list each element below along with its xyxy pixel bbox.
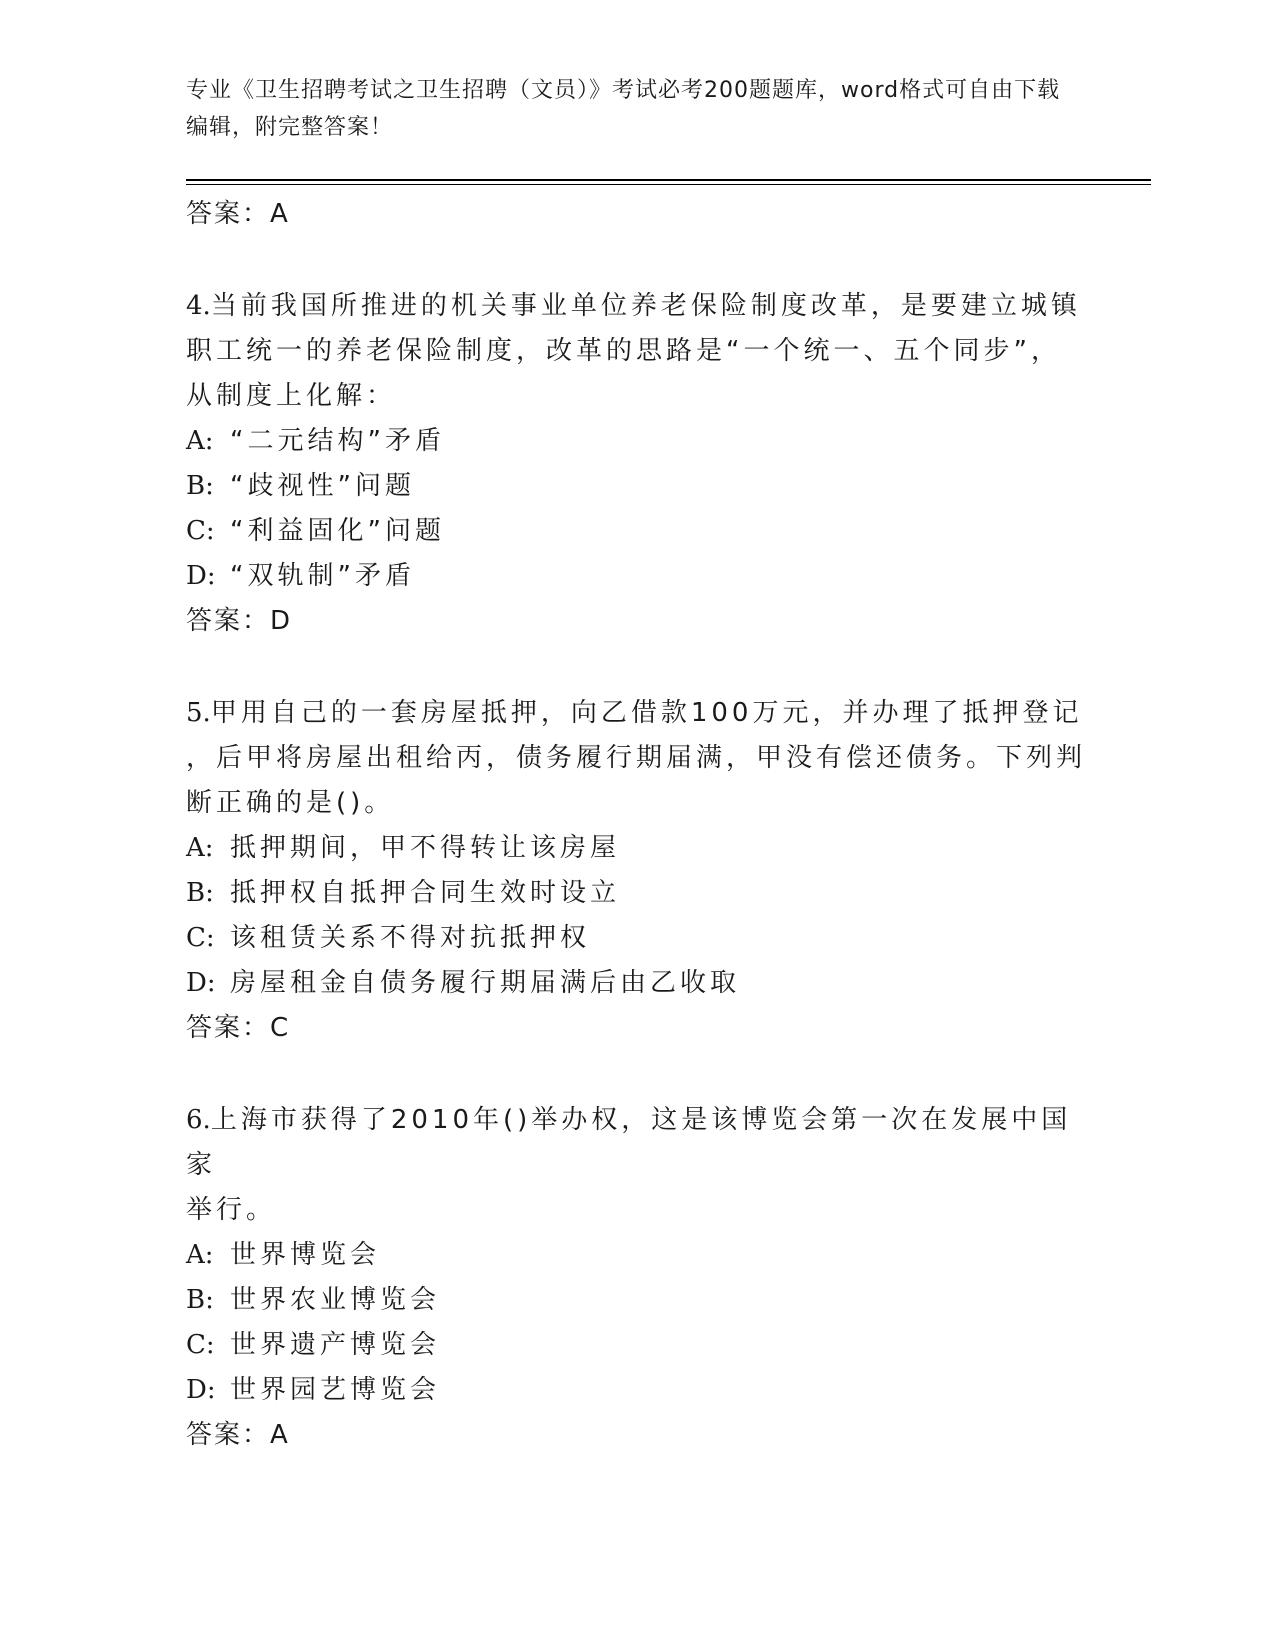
option-b [186, 871, 1086, 916]
question-line: 举行。 [186, 1195, 277, 1225]
header-divider-thick [186, 179, 1151, 181]
option-letter: C: [186, 516, 215, 546]
option-c [186, 916, 1086, 961]
option-text: 世界博览会 [230, 1240, 381, 1270]
spacer [186, 237, 1086, 284]
option-text: 该租赁关系不得对抗抵押权 [230, 923, 591, 953]
question-text [186, 1098, 1086, 1233]
option-letter: B: [186, 1285, 214, 1315]
question-line: 6.上海市获得了2010年()举办权，这是该博览会第一次在发展中国家 [186, 1105, 1072, 1180]
answer-q3: 答案：A [186, 199, 290, 229]
option-d [186, 1368, 1086, 1413]
option-a [186, 826, 1086, 871]
question-list [186, 192, 1086, 1458]
option-a [186, 1233, 1086, 1278]
answer-q4: 答案：D [186, 606, 293, 636]
option-letter: D: [186, 968, 216, 998]
question-line: 4.当前我国所推进的机关事业单位养老保险制度改革，是要建立城镇 [186, 291, 1081, 321]
question-text [186, 284, 1086, 419]
option-text: “歧视性”问题 [230, 471, 415, 501]
option-b [186, 1278, 1086, 1323]
question-text [186, 691, 1086, 826]
answer-q6: 答案：A [186, 1420, 290, 1450]
option-letter: A: [186, 426, 214, 456]
option-text: 房屋租金自债务履行期届满后由乙收取 [230, 968, 741, 998]
question-line: 断正确的是()。 [186, 788, 395, 818]
question-block [186, 1098, 1086, 1458]
spacer [186, 1051, 1086, 1098]
option-a [186, 419, 1086, 464]
option-letter: B: [186, 471, 214, 501]
question-line: ，后甲将房屋出租给丙，债务履行期届满，甲没有偿还债务。下列判 [186, 743, 1087, 773]
option-letter: A: [186, 833, 214, 863]
spacer [186, 644, 1086, 691]
option-letter: A: [186, 1240, 214, 1270]
answer-q5: 答案：C [186, 1013, 291, 1043]
question-line: 从制度上化解： [186, 381, 397, 411]
question-block [186, 284, 1086, 644]
option-letter: C: [186, 1330, 215, 1360]
option-text: “利益固化”问题 [230, 516, 445, 546]
option-text: “二元结构”矛盾 [230, 426, 445, 456]
header-divider-thin [186, 184, 1151, 185]
option-d [186, 961, 1086, 1006]
question-number: 6. [186, 1105, 211, 1135]
option-letter: C: [186, 923, 215, 953]
option-text: 世界遗产博览会 [230, 1330, 441, 1360]
option-text: 世界园艺博览会 [230, 1375, 441, 1405]
question-line: 5.甲用自己的一套房屋抵押，向乙借款100万元，并办理了抵押登记 [186, 698, 1083, 728]
option-b [186, 464, 1086, 509]
option-text: 世界农业博览会 [230, 1285, 441, 1315]
option-letter: D: [186, 561, 216, 591]
option-c [186, 509, 1086, 554]
question-line: 职工统一的养老保险制度，改革的思路是“一个统一、五个同步”， [186, 336, 1061, 366]
option-text: 抵押权自抵押合同生效时设立 [230, 878, 621, 908]
question-number: 5. [186, 698, 211, 728]
question-number: 4. [186, 291, 211, 321]
option-d [186, 554, 1086, 599]
document-header: 专业《卫生招聘考试之卫生招聘（文员）》考试必考200题题库，word格式可自由下载编辑，附完整答案！ [186, 78, 1061, 140]
option-text: 抵押期间，甲不得转让该房屋 [230, 833, 621, 863]
option-c [186, 1323, 1086, 1368]
option-letter: B: [186, 878, 214, 908]
question-block [186, 691, 1086, 1051]
option-text: “双轨制”矛盾 [230, 561, 415, 591]
option-letter: D: [186, 1375, 216, 1405]
